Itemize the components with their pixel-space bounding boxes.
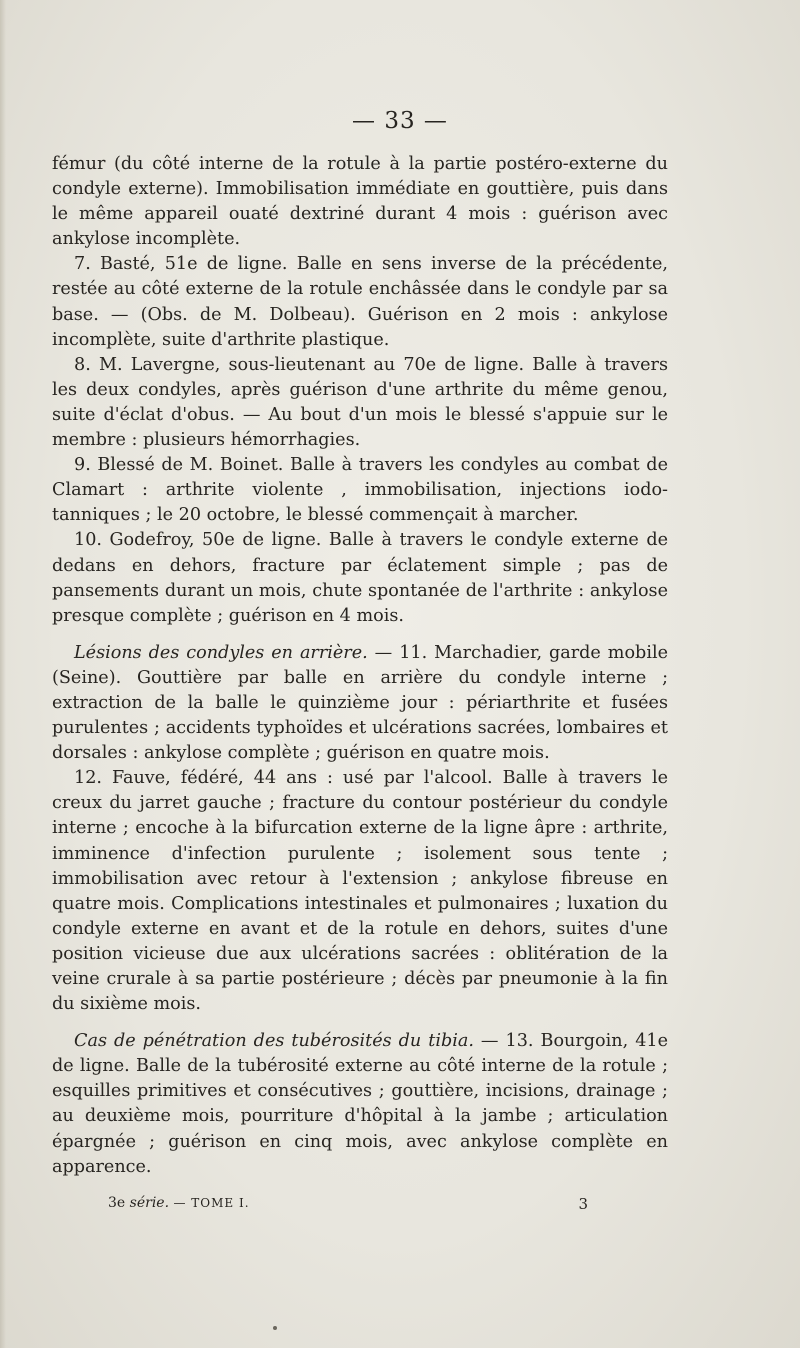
paragraph-case-11: — 11. Marchadier, garde mobile (Seine). Gouttière par balle en arrière du condyle interne ; extraction de la balle le quinzième jour : périarthrite et fusées purulentes ; accidents typhoïdes et ulcérations sacrées, lombaires et dorsales : ankylose complète ; guérison en quatre mois.: [52, 642, 668, 764]
paragraph-case-9: 9. Blessé de M. Boinet. Balle à travers les condyles au combat de Clamart : arthrite violente , immobilisation, injections iodo-tanniques ; le 20 octobre, le blessé commençait à marcher.: [52, 455, 668, 526]
page-footer: [108, 1195, 588, 1219]
tome-label: — TOME I.: [173, 1196, 250, 1210]
paper-speck: [273, 1326, 277, 1330]
page-number-header: — 33 —: [352, 108, 448, 134]
paragraph-continuation: fémur (du côté interne de la rotule à la partie postéro-externe du condyle externe). Immobilisation immédiate en gouttière, puis dans le même appareil ouaté dextriné durant 4 mois : guérison avec ankylose incomplète.: [52, 154, 668, 250]
paragraph-case-7: 7. Basté, 51e de ligne. Balle en sens inverse de la précédente, restée au côté externe de la rotule enchâssée dans le condyle par sa base. — (Obs. de M. Dolbeau). Guérison en 2 mois : ankylose incomplète, suite d'arthrite plastique.: [52, 254, 668, 350]
paragraph-case-12: 12. Fauve, fédéré, 44 ans : usé par l'alcool. Balle à travers le creux du jarret gauche ; fracture du contour postérieur du condyle interne ; encoche à la bifurcation externe de la ligne âpre : arthrite, imminence d'infection purulente ; isolement sous tente ; immobilisation avec retour à l'extension ; ankylose fibreuse en quatre mois. Complications intestinales et pulmonaires ; luxation du condyle externe en avant et de la rotule en dehors, suites d'une position vicieuse due aux ulcérations sacrées : oblitération de la veine crurale à sa partie postérieure ; décès par pneumonie à la fin du sixième mois.: [52, 768, 668, 1015]
paragraph-case-13: — 13. Bourgoin, 41e de ligne. Balle de la tubérosité externe au côté interne de la rotule ; esquilles primitives et consécutives ; gouttière, incisions, drainage ; au deuxième mois, pourriture d'hôpital à la jambe ; articulation épargnée ; guérison en cinq mois, avec ankylose complète en apparence.: [52, 1031, 668, 1177]
section-heading-tibia: Cas de pénétration des tubérosités du tibia.: [74, 1031, 474, 1052]
series-label: série.: [129, 1195, 170, 1211]
section-heading-condyles: Lésions des condyles en arrière.: [74, 642, 368, 663]
section-condyles-posterior: [52, 641, 668, 766]
section-tibia: [52, 1029, 668, 1180]
series-signature: [108, 1195, 250, 1211]
series-number: 3e: [108, 1195, 126, 1211]
body-text: [52, 152, 668, 1180]
paragraph-case-8: 8. M. Lavergne, sous-lieutenant au 70e de ligne. Balle à travers les deux condyles, après guérison d'une arthrite du même genou, suite d'éclat d'obus. — Au bout d'un mois le blessé s'appuie sur le membre : plusieurs hémorrhagies.: [52, 354, 668, 451]
signature-number: 3: [578, 1195, 588, 1213]
page-edge-shadow: [0, 0, 6, 1348]
paragraph-case-10: 10. Godefroy, 50e de ligne. Balle à travers le condyle externe de dedans en dehors, fracture par éclatement simple ; pas de pansements durant un mois, chute spontanée de l'arthrite : ankylose presque complète ; guérison en 4 mois.: [52, 530, 668, 626]
